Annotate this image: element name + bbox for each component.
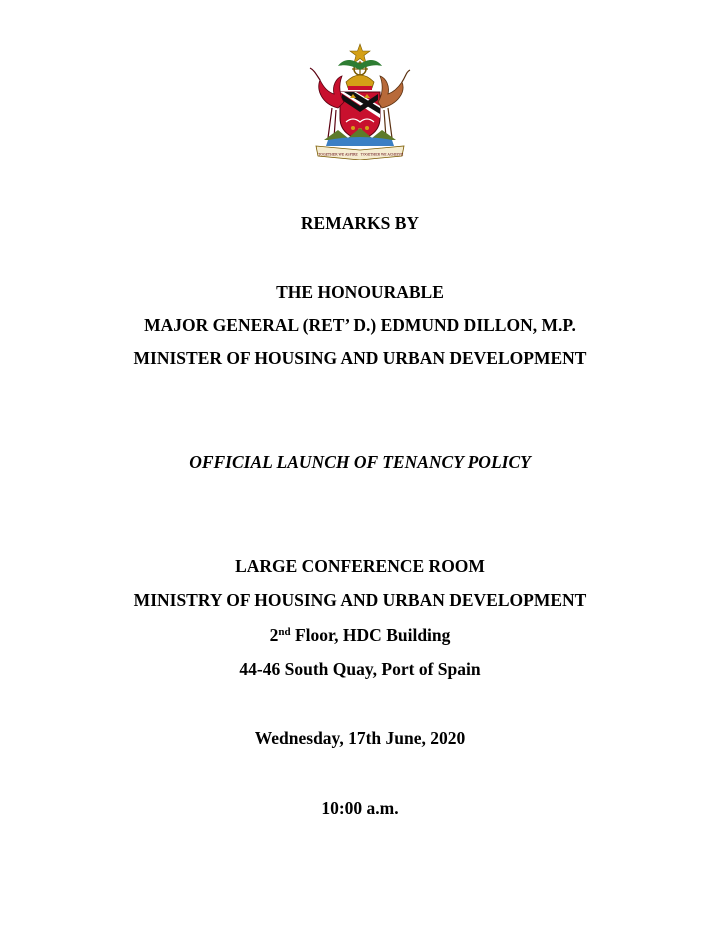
honourable-line: THE HONOURABLE xyxy=(276,282,444,302)
motto-left: TOGETHER WE ASPIRE xyxy=(318,152,358,157)
floor-rest: Floor, HDC Building xyxy=(290,625,451,645)
remarks-by-heading: REMARKS BY xyxy=(300,213,420,233)
floor-number: 2 xyxy=(269,625,279,645)
speaker-title: MINISTER OF HOUSING AND URBAN DEVELOPMENT xyxy=(133,348,587,368)
coat-of-arms-logo xyxy=(298,42,422,160)
venue-floor xyxy=(0,624,720,646)
event-date: Wednesday, 17th June, 2020 xyxy=(254,728,466,748)
motto-right: TOGETHER WE ACHIEVE xyxy=(360,152,404,157)
floor-suffix: nd xyxy=(278,625,291,638)
venue-ministry: MINISTRY OF HOUSING AND URBAN DEVELOPMENT xyxy=(133,590,587,610)
event-title: OFFICIAL LAUNCH OF TENANCY POLICY xyxy=(189,452,531,472)
speaker-name: MAJOR GENERAL (RET’ D.) EDMUND DILLON, M.P. xyxy=(144,315,576,335)
event-time: 10:00 a.m. xyxy=(321,798,399,818)
venue-room: LARGE CONFERENCE ROOM xyxy=(235,556,485,576)
star-icon xyxy=(350,44,370,63)
venue-address: 44-46 South Quay, Port of Spain xyxy=(239,659,481,679)
